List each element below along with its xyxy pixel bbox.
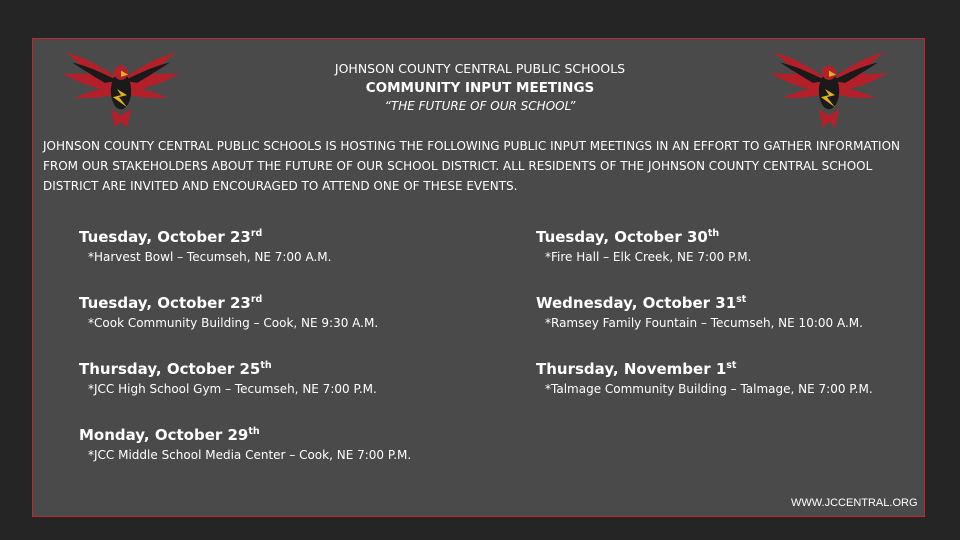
page-title: COMMUNITY INPUT MEETINGS	[365, 80, 595, 96]
event-detail: *Talmage Community Building – Talmage, NE 7:00 P.M.	[545, 382, 873, 396]
event-detail: *Cook Community Building – Cook, NE 9:30 A.M.	[88, 316, 379, 330]
thunderbird-logo-right	[768, 50, 890, 132]
event-date: Thursday, November 1st	[536, 360, 737, 378]
event-item	[536, 358, 916, 424]
event-date: Tuesday, October 30th	[536, 228, 720, 246]
organization-name: JOHNSON COUNTY CENTRAL PUBLIC SCHOOLS	[334, 61, 626, 76]
event-detail: *Harvest Bowl – Tecumseh, NE 7:00 A.M.	[88, 250, 332, 264]
date-suffix: rd	[250, 228, 263, 239]
event-date: Wednesday, October 31st	[536, 294, 747, 312]
events-column-left	[79, 226, 499, 490]
intro-paragraph: JOHNSON COUNTY CENTRAL PUBLIC SCHOOLS IS HOSTING THE FOLLOWING PUBLIC INPUT MEETINGS IN AN EFFORT TO GATHER INFORMATION FROM OUR STAKEHOLDERS ABOUT THE FUTURE OF OUR SCHOOL DISTRICT. ALL RESIDENTS OF THE JOHNSON COUNTY CENTRAL SCHOOL DISTRICT ARE INVITED AND ENCOURAGED TO ATTEND ONE OF THESE EVENTS.	[43, 139, 901, 193]
website-url: WWW.JCCENTRAL.ORG	[791, 497, 918, 509]
date-suffix: rd	[250, 294, 263, 305]
date-suffix: st	[736, 294, 747, 305]
event-date: Thursday, October 25th	[79, 360, 272, 378]
event-date: Tuesday, October 23rd	[79, 228, 263, 246]
event-date: Monday, October 29th	[79, 426, 260, 444]
thunderbird-logo-left	[60, 50, 182, 132]
event-item	[79, 226, 499, 292]
date-suffix: st	[726, 360, 737, 371]
event-item	[536, 226, 916, 292]
date-suffix: th	[707, 228, 720, 239]
page-subtitle: “THE FUTURE OF OUR SCHOOL”	[384, 99, 576, 113]
date-suffix: th	[260, 360, 272, 371]
event-detail: *Fire Hall – Elk Creek, NE 7:00 P.M.	[545, 250, 752, 264]
event-date: Tuesday, October 23rd	[79, 294, 263, 312]
event-item	[79, 358, 499, 424]
event-item	[536, 292, 916, 358]
events-column-right	[536, 226, 916, 424]
event-detail: *Ramsey Family Fountain – Tecumseh, NE 10:00 A.M.	[545, 316, 863, 330]
event-detail: *JCC Middle School Media Center – Cook, NE 7:00 P.M.	[88, 448, 412, 462]
header	[200, 60, 760, 114]
event-item	[79, 292, 499, 358]
event-item	[79, 424, 499, 490]
date-suffix: th	[248, 426, 260, 437]
event-detail: *JCC High School Gym – Tecumseh, NE 7:00 P.M.	[88, 382, 377, 396]
